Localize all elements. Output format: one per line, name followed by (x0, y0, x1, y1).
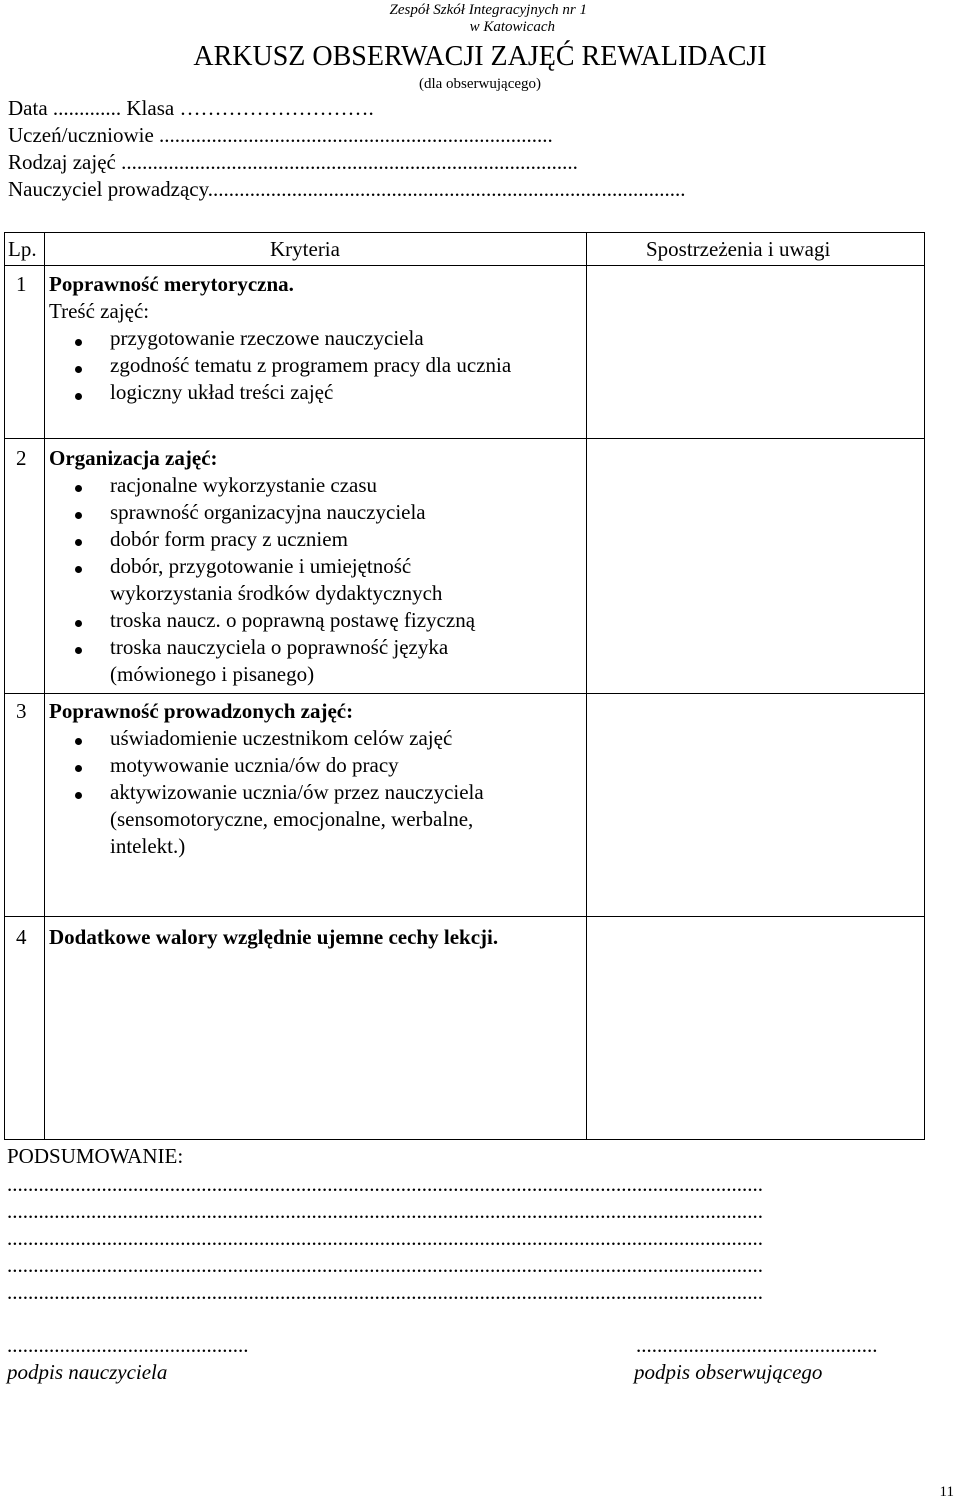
table-rule (586, 232, 587, 1140)
criterion-item: motywowanie ucznia/ów do pracy (110, 753, 399, 777)
criterion-item: przygotowanie rzeczowe nauczyciela (110, 326, 424, 350)
table-rule (44, 232, 45, 1140)
school-name: Zespół Szkół Integracyjnych nr 1 (389, 2, 587, 18)
criterion-item-continuation: wykorzystania środków dydaktycznych (110, 581, 443, 605)
column-header-lp: Lp. (8, 237, 37, 261)
field-rodzaj-zajec: Rodzaj zajęć ....................................................................................... (8, 150, 578, 174)
row-subheading: Treść zajęć: (49, 299, 150, 323)
criterion-item: dobór form pracy z uczniem (110, 527, 348, 551)
table-rule (4, 916, 925, 917)
column-header-uwagi: Spostrzeżenia i uwagi (646, 237, 831, 261)
bullet-icon (75, 393, 82, 400)
field-uczen: Uczeń/uczniowie ........................................................................... (8, 123, 553, 147)
bullet-icon (75, 647, 82, 654)
row-number: 1 (16, 272, 27, 296)
page-subtitle: (dla obserwującego) (418, 76, 542, 92)
row-number: 3 (16, 699, 27, 723)
bullet-icon (75, 738, 82, 745)
field-data-klasa: Data ............. Klasa ………………………. (8, 96, 374, 120)
row-heading: Organizacja zajęć: (49, 446, 218, 470)
bullet-icon (75, 620, 82, 627)
summary-line: ................................................................................................................................................ (7, 1253, 763, 1277)
criterion-item: uświadomienie uczestnikom celów zajęć (110, 726, 453, 750)
criterion-item: sprawność organizacyjna nauczyciela (110, 500, 426, 524)
bullet-icon (75, 339, 82, 346)
criterion-item: zgodność tematu z programem pracy dla ucznia (110, 353, 512, 377)
criterion-item: dobór, przygotowanie i umiejętność (110, 554, 412, 578)
bullet-icon (75, 366, 82, 373)
table-rule (4, 232, 925, 233)
bullet-icon (75, 566, 82, 573)
column-header-kryteria: Kryteria (270, 237, 340, 261)
criterion-item: logiczny układ treści zajęć (110, 380, 334, 404)
bullet-icon (75, 765, 82, 772)
observer-signature-line: .............................................. (636, 1333, 878, 1357)
row-number: 2 (16, 446, 27, 470)
criterion-item-continuation: (sensomotoryczne, emocjonalne, werbalne, (110, 807, 474, 831)
summary-line: ................................................................................................................................................ (7, 1172, 763, 1196)
row-number: 4 (16, 925, 27, 949)
summary-line: ................................................................................................................................................ (7, 1199, 763, 1223)
criterion-item: aktywizowanie ucznia/ów przez nauczyciela (110, 780, 484, 804)
page-number: 11 (939, 1484, 954, 1500)
teacher-signature-label: podpis nauczyciela (7, 1360, 168, 1384)
page-title: ARKUSZ OBSERWACJI ZAJĘĆ REWALIDACJI (193, 41, 767, 72)
field-nauczyciel: Nauczyciel prowadzący........................................................................................... (8, 177, 686, 201)
criterion-item: racjonalne wykorzystanie czasu (110, 473, 378, 497)
table-rule (4, 693, 925, 694)
summary-label: PODSUMOWANIE: (7, 1144, 184, 1168)
bullet-icon (75, 512, 82, 519)
criterion-item-continuation: intelekt.) (110, 834, 186, 858)
summary-line: ................................................................................................................................................ (7, 1226, 763, 1250)
bullet-icon (75, 792, 82, 799)
school-city: w Katowicach (469, 19, 555, 35)
teacher-signature-line: .............................................. (7, 1333, 249, 1357)
summary-line: ................................................................................................................................................ (7, 1280, 763, 1304)
bullet-icon (75, 539, 82, 546)
observer-signature-label: podpis obserwującego (634, 1360, 823, 1384)
row-heading: Dodatkowe walory względnie ujemne cechy lekcji. (49, 925, 499, 949)
table-rule (4, 265, 925, 266)
bullet-icon (75, 485, 82, 492)
table-rule (924, 232, 925, 1140)
table-rule (4, 1139, 925, 1140)
criterion-item: troska naucz. o poprawną postawę fizyczną (110, 608, 476, 632)
table-rule (4, 232, 5, 1140)
row-heading: Poprawność prowadzonych zajęć: (49, 699, 354, 723)
criterion-item: troska nauczyciela o poprawność języka (110, 635, 449, 659)
criterion-item-continuation: (mówionego i pisanego) (110, 662, 315, 686)
row-heading: Poprawność merytoryczna. (49, 272, 294, 296)
table-rule (4, 438, 925, 439)
